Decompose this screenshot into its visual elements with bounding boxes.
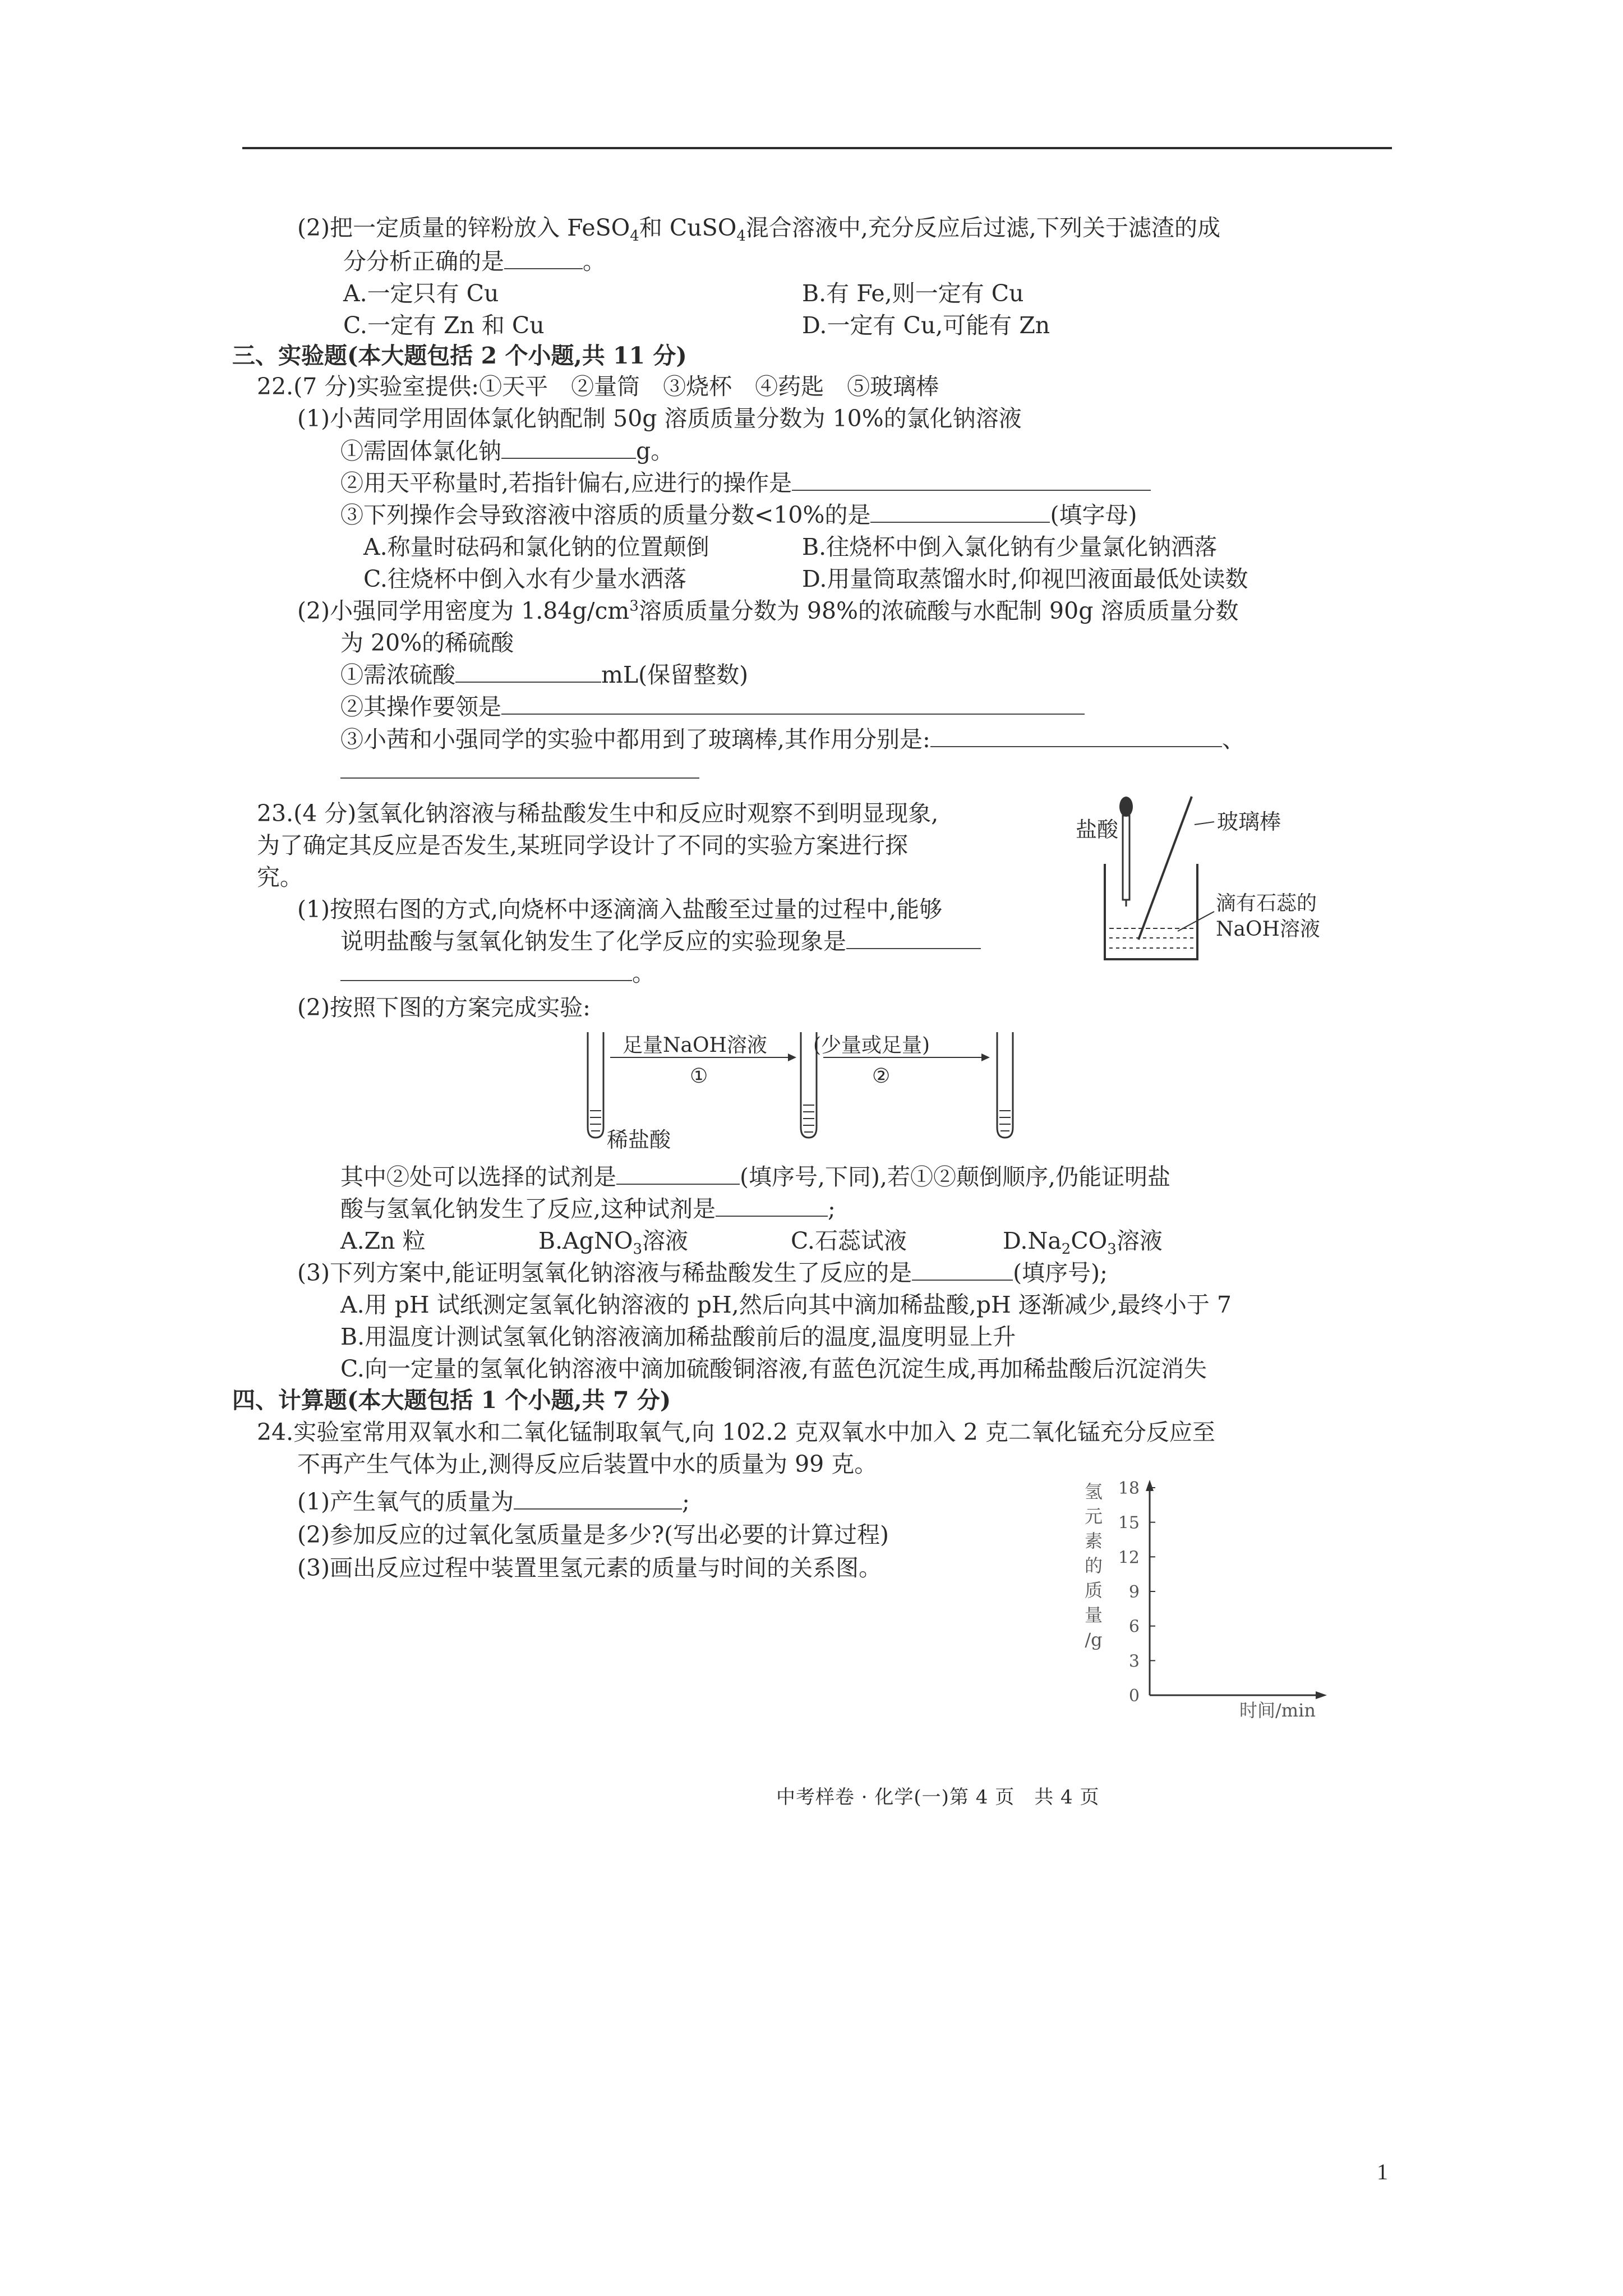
answer-blank[interactable] bbox=[504, 248, 583, 269]
answer-blank[interactable] bbox=[501, 693, 1085, 715]
q23-part3-option-c: C.向一定量的氢氧化钠溶液中滴加硫酸铜溶液,有蓝色沉淀生成,再加稀盐酸后沉淀消失 bbox=[340, 1355, 1207, 1382]
y-axis-label-char: /g bbox=[1085, 1629, 1103, 1650]
q21-2-option-a: A.一定只有 Cu bbox=[343, 280, 499, 307]
y-tick-label: 18 bbox=[1118, 1479, 1140, 1498]
arrow1-label: 足量NaOH溶液 bbox=[623, 1034, 767, 1057]
label-solution-line2: NaOH溶液 bbox=[1216, 918, 1320, 941]
q23-part2-question-line1: 其中②处可以选择的试剂是 (填序号,下同),若①②颠倒顺序,仍能证明盐 bbox=[340, 1163, 1171, 1190]
q22-part2-b: ②其操作要领是 bbox=[340, 692, 1085, 721]
q23-part2-question-line2: 酸与氢氧化钠发生了反应,这种试剂是 ; bbox=[340, 1195, 836, 1222]
section4-title: 四、计算题(本大题包括 1 个小题,共 7 分) bbox=[232, 1387, 671, 1414]
q22-stem: 22.(7 分)实验室提供:①天平 ②量筒 ③烧杯 ④药匙 ⑤玻璃棒 bbox=[257, 373, 939, 400]
step1-label: ① bbox=[690, 1065, 708, 1088]
answer-blank[interactable] bbox=[912, 1259, 1013, 1281]
glass-rod-icon bbox=[1138, 797, 1192, 940]
page-footer: 中考样卷 · 化学(一)第 4 页 共 4 页 bbox=[776, 1786, 1100, 1809]
q21-2-option-c: C.一定有 Zn 和 Cu bbox=[343, 312, 545, 339]
q21-2-stem-line2: 分分析正确的是 。 bbox=[343, 248, 606, 275]
label-solution-line1: 滴有石蕊的 bbox=[1216, 892, 1317, 915]
q23-stem-line1: 23.(4 分)氢氧化钠溶液与稀盐酸发生中和反应时观察不到明显现象, bbox=[257, 800, 939, 827]
q22-part1-c: ③下列操作会导致溶液中溶质的质量分数<10%的是 (填字母) bbox=[340, 501, 1137, 528]
q24-part1: (1)产生氧气的质量为 ; bbox=[297, 1488, 690, 1515]
q24-part2: (2)参加反应的过氧化氢质量是多少?(写出必要的计算过程) bbox=[297, 1521, 889, 1548]
arrow2-label: (少量或足量) bbox=[813, 1034, 930, 1057]
y-axis-label-char: 量 bbox=[1084, 1604, 1103, 1626]
tube1-label: 稀盐酸 bbox=[607, 1128, 671, 1152]
q22-part2-line1: (2)小强同学用密度为 $1.84g/cm^3$溶质质量分数为 98%的浓硫酸与水配制 90g 溶质质量分数 bbox=[297, 597, 1239, 624]
q23-part3-option-a: A.用 pH 试纸测定氢氧化钠溶液的 pH,然后向其中滴加稀盐酸,pH 逐渐减少,最终小于 7 bbox=[340, 1291, 1232, 1318]
q22-part2-line2: 为 20%的稀硫酸 bbox=[340, 629, 514, 656]
page-number: 1 bbox=[1377, 2159, 1388, 2184]
y-axis-label-char: 氢 bbox=[1084, 1481, 1103, 1502]
q23-part2-option-d: $D.Na_2CO_3$溶液 bbox=[1003, 1227, 1163, 1258]
answer-blank[interactable] bbox=[501, 438, 636, 459]
test-tube-icon bbox=[997, 1032, 1013, 1138]
label-glass-rod: 玻璃棒 bbox=[1217, 809, 1281, 834]
q23-stem-line3: 究。 bbox=[257, 864, 303, 891]
beaker-figure bbox=[1076, 791, 1329, 976]
y-tick-label: 12 bbox=[1118, 1548, 1140, 1568]
q21-2-option-d: D.一定有 Cu,可能有 Zn bbox=[802, 312, 1050, 339]
q23-part2: (2)按照下图的方案完成实验: bbox=[297, 994, 591, 1021]
q22-part1-b: ②用天平称量时,若指针偏右,应进行的操作是 bbox=[340, 468, 1151, 498]
y-axis-label bbox=[1085, 1481, 1103, 1650]
q22-part2-c: ③小茜和小强同学的实验中都用到了玻璃棒,其作用分别是: 、 bbox=[340, 726, 1245, 753]
y-tick-label: 3 bbox=[1128, 1651, 1140, 1672]
y-tick-label: 6 bbox=[1128, 1617, 1140, 1637]
y-axis-label-char: 质 bbox=[1084, 1580, 1103, 1601]
dropper-icon bbox=[1119, 797, 1133, 907]
answer-blank[interactable] bbox=[716, 1195, 828, 1217]
hydrogen-mass-time-graph[interactable] bbox=[1054, 1475, 1346, 1722]
header-rule bbox=[242, 147, 1392, 149]
answer-blank[interactable] bbox=[455, 661, 601, 683]
y-axis-label-char: 元 bbox=[1084, 1506, 1103, 1527]
q22-part1-option-d: D.用量筒取蒸馏水时,仰视凹液面最低处读数 bbox=[802, 565, 1248, 592]
q23-part3-option-b: B.用温度计测试氢氧化钠溶液滴加稀盐酸前后的温度,温度明显上升 bbox=[340, 1323, 1016, 1350]
label-hydrochloric-acid: 盐酸 bbox=[1076, 817, 1119, 842]
q22-part1-option-c: C.往烧杯中倒入水有少量水洒落 bbox=[363, 565, 686, 592]
answer-blank[interactable] bbox=[846, 928, 981, 949]
q22-part1-option-b: B.往烧杯中倒入氯化钠有少量氯化钠洒落 bbox=[802, 533, 1218, 560]
q22-part2-a: ①需浓硫酸 mL(保留整数) bbox=[340, 661, 749, 688]
y-tick-label: 0 bbox=[1128, 1686, 1140, 1706]
y-tick-label: 9 bbox=[1128, 1582, 1140, 1602]
q21-2-option-b: B.有 Fe,则一定有 Cu bbox=[802, 280, 1024, 307]
q23-stem-line2: 为了确定其反应是否发生,某班同学设计了不同的实验方案进行探 bbox=[257, 832, 909, 859]
q23-part1-line1: (1)按照右图的方式,向烧杯中逐滴滴入盐酸至过量的过程中,能够 bbox=[297, 896, 943, 923]
answer-blank-continuation[interactable] bbox=[340, 757, 699, 779]
answer-blank[interactable] bbox=[870, 501, 1050, 523]
answer-blank[interactable] bbox=[340, 960, 632, 981]
y-axis-label-char: 素 bbox=[1084, 1530, 1103, 1552]
q22-part1-option-a: A.称量时砝码和氯化钠的位置颠倒 bbox=[363, 533, 709, 560]
answer-blank[interactable] bbox=[514, 1488, 682, 1510]
q23-part1-line3: 。 bbox=[340, 959, 655, 988]
x-axis-label: 时间/min bbox=[1239, 1700, 1316, 1721]
beaker-icon bbox=[1105, 864, 1197, 959]
answer-blank[interactable] bbox=[792, 470, 1151, 491]
q22-part1-a: ①需固体氯化钠 g。 bbox=[340, 438, 674, 464]
q23-part1-line2: 说明盐酸与氢氧化钠发生了化学反应的实验现象是 bbox=[340, 927, 981, 956]
y-tick-label: 15 bbox=[1118, 1513, 1140, 1533]
q23-part3: (3)下列方案中,能证明氢氧化钠溶液与稀盐酸发生了反应的是 (填序号); bbox=[297, 1259, 1108, 1286]
q23-part2-option-b: B.AgNO$_3$溶液 bbox=[538, 1227, 689, 1258]
q24-stem-line2: 不再产生气体为止,测得反应后装置中水的质量为 99 克。 bbox=[297, 1451, 878, 1478]
step2-label: ② bbox=[872, 1065, 891, 1088]
q24-stem-line1: 24.实验室常用双氧水和二氧化锰制取氧气,向 102.2 克双氧水中加入 2 克二氧化锰充分反应至 bbox=[257, 1419, 1215, 1446]
q24-part3: (3)画出反应过程中装置里氢元素的质量与时间的关系图。 bbox=[297, 1554, 882, 1581]
answer-blank[interactable] bbox=[616, 1163, 740, 1185]
q21-2-stem-line1: (2)把一定质量的锌粉放入 FeSO$_4$和 CuSO$_4$混合溶液中,充分反应后过滤,下列关于滤渣的成 bbox=[297, 214, 1220, 245]
answer-blank[interactable] bbox=[930, 726, 1222, 747]
q23-part2-option-c: C.石蕊试液 bbox=[791, 1227, 907, 1254]
q22-part1: (1)小茜同学用固体氯化钠配制 50g 溶质质量分数为 10%的氯化钠溶液 bbox=[297, 405, 1022, 432]
section3-title: 三、实验题(本大题包括 2 个小题,共 11 分) bbox=[232, 342, 687, 369]
test-tube-icon bbox=[588, 1032, 603, 1138]
q23-part2-option-a: A.Zn 粒 bbox=[340, 1227, 426, 1254]
y-axis-label-char: 的 bbox=[1084, 1555, 1103, 1576]
